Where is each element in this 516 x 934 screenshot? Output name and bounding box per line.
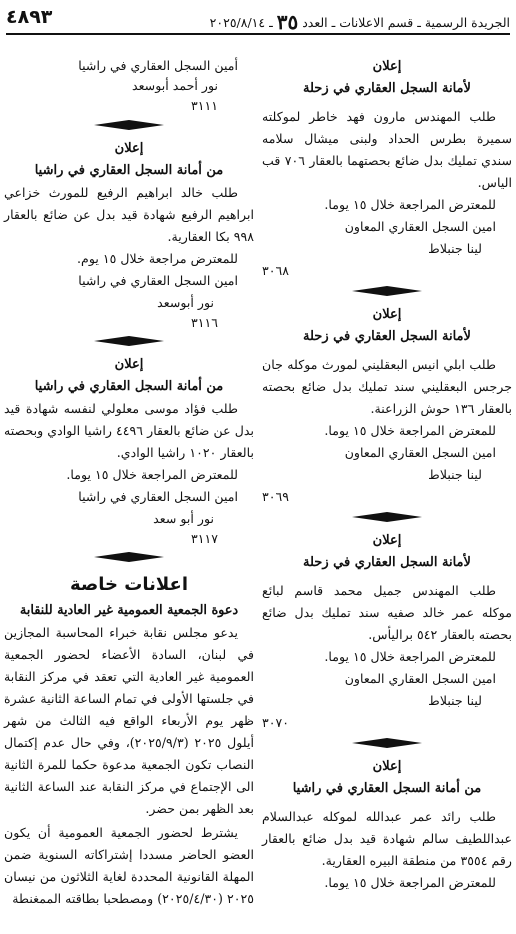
notice-signatory-title: امين السجل العقاري المعاون [344, 219, 496, 234]
notice-signatory-name: نور أبو سعد [153, 511, 214, 526]
special-paragraph: يدعو مجلس نقابة خبراء المحاسبة المجازين في لبنان، السادة الأعضاء لحضور الجمعية العمومية غير العادية التي تعقد في مركز النقابة في جلستها الأولى في تمام الساعة الثانية عشرة ظهر يوم الأربعاء الواقع فيه الثالث من شهر أيلول ٢٠٢٥ (٢٠٢٥/٩/٣)، وفي حال عدم إكتمال النصاب تكون الجمعية مدعوة حكما للمرة الثانية الى الإجتماع في مركز النقابة عند الساعة الثانية بعد الظهر بمن حضر. [4, 625, 254, 816]
notice [262, 56, 512, 298]
notice-signatory-title: امين السجل العقاري المعاون [344, 671, 496, 686]
notice-objection: للمعترض المراجعة خلال ١٥ يوما. [66, 467, 238, 482]
signatory-name: نور أحمد أبوسعد [131, 78, 218, 93]
notice-ref: ٣٠٦٩ [262, 489, 290, 504]
notice-body: طلب المهندس جميل محمد قاسم لبائع موكله عمر خالد صفيه سند تمليك بدل ضائع بحصته بالعقار ٥٤٢ براليأس. [262, 583, 512, 642]
notice-ref: ٣٠٦٨ [262, 263, 290, 278]
notice [4, 354, 254, 564]
notice-body: طلب ابلي انيس البعقليني لمورث موكله جان جرجس البعقليني سند تمليك بدل ضائع بحصته بالعقار ١٣٦ حوش الزراعنة. [262, 357, 512, 416]
notice-signatory-name: لينا جنبلاط [428, 241, 482, 256]
special-section-title: اعلانات خاصة [69, 574, 189, 595]
notice-ref: ٣١١٦ [190, 315, 218, 330]
notice-ref: ٣١١١ [190, 98, 218, 113]
notice-heading: إعلان [372, 533, 402, 548]
notice-heading: إعلان [372, 59, 402, 74]
special-subtitle: دعوة الجمعية العمومية غير العادية للنقابة [19, 603, 239, 618]
notice-authority: من أمانة السجل العقاري في راشيا [34, 379, 224, 394]
divider-ornament [262, 736, 512, 750]
notice-objection: للمعترض مراجعة خلال ١٥ يوم. [77, 251, 238, 266]
running-prefix: الجريدة الرسمية ـ قسم الاعلانات ـ العدد [302, 15, 510, 30]
issue-number: ٣٥ [276, 10, 299, 34]
notice-objection: للمعترض المراجعة خلال ١٥ يوما. [324, 197, 496, 212]
special-paragraph: يشترط لحضور الجمعية العمومية أن يكون العضو الحاضر مسددا إشتراكاته السنوية ضمن المهلة القانونية المحددة لغاية الثلاثون من نيسان ٢٠٢٥ (٢٠٢٥/٤/٣٠) ومصطحبا بطاقته الممغنطة [4, 825, 254, 906]
notice [262, 756, 512, 894]
notice-body: طلب رائد عمر عبدالله لموكله عبدالسلام عبداللطيف سالم شهادة قيد بدل ضائع بالعقار رقم ٣٥٥٤ من منطقة البيره العقارية. [262, 809, 512, 868]
notice-heading: إعلان [372, 759, 402, 774]
notice-signatory-name: نور أبوسعد [157, 295, 214, 310]
notice-signatory-title: امين السجل العقاري في راشيا [78, 489, 238, 504]
notice-heading: إعلان [114, 141, 144, 156]
notice-signatory-title: امين السجل العقاري في راشيا [78, 273, 238, 288]
notice-ref: ٣٠٧٠ [262, 715, 290, 730]
notice-ref: ٣١١٧ [190, 531, 218, 546]
notice-objection: للمعترض المراجعة خلال ١٥ يوما. [324, 423, 496, 438]
divider-ornament [262, 284, 512, 298]
notice-objection: للمعترض المراجعة خلال ١٥ يوما. [324, 649, 496, 664]
page-header [6, 6, 510, 32]
notice-body: طلب المهندس مارون فهد خاطر لموكلته سميرة بطرس الحداد ولبنى ميشال سلامه سندي تمليك بدل ضائع بحصتهما بالعقار ٧٠٦ قب الياس. [262, 109, 512, 190]
issue-date: ـ ٢٠٢٥/٨/١٤ [209, 15, 273, 30]
notice-body: طلب فؤاد موسى معلولي لنفسه شهادة قيد بدل عن ضائع بالعقار ٤٤٩٦ راشيا الوادي وبحصته بالعقار ١٠٢٠ راشيا الوادي. [4, 401, 254, 460]
notice-signatory-title: امين السجل العقاري المعاون [344, 445, 496, 460]
signatory-title: أمين السجل العقاري في راشيا [78, 58, 238, 73]
notice-authority: لأمانة السجل العقاري في زحلة [303, 555, 471, 570]
special-announcements [4, 570, 254, 910]
notice-authority: من أمانة السجل العقاري في راشيا [34, 163, 224, 178]
divider-ornament [4, 334, 254, 348]
notice-body: طلب خالد ابراهيم الرفيع للمورث خزاعي ابراهيم الرفيع شهادة قيد بدل عن ضائع بالعقار ٩٩٨ بكا العقارية. [4, 185, 254, 244]
divider-ornament [4, 118, 254, 132]
notice-authority: لأمانة السجل العقاري في زحلة [303, 81, 471, 96]
running-header [210, 10, 510, 34]
notice [262, 530, 512, 750]
notice-objection: للمعترض المراجعة خلال ١٥ يوما. [324, 875, 496, 890]
notice [262, 304, 512, 524]
header-rule [6, 33, 510, 35]
notice-signatory-name: لينا جنبلاط [428, 467, 482, 482]
notice-authority: لأمانة السجل العقاري في زحلة [303, 329, 471, 344]
notice [4, 138, 254, 348]
notice-heading: إعلان [372, 307, 402, 322]
notice-heading: إعلان [114, 357, 144, 372]
notice-authority: من أمانة السجل العقاري في راشيا [292, 781, 482, 796]
page-number: ٤٨٩٣ [6, 6, 53, 28]
divider-ornament [4, 550, 254, 564]
left-column [4, 56, 254, 910]
right-column [262, 56, 512, 894]
notice-signatory-name: لينا جنبلاط [428, 693, 482, 708]
divider-ornament [262, 510, 512, 524]
